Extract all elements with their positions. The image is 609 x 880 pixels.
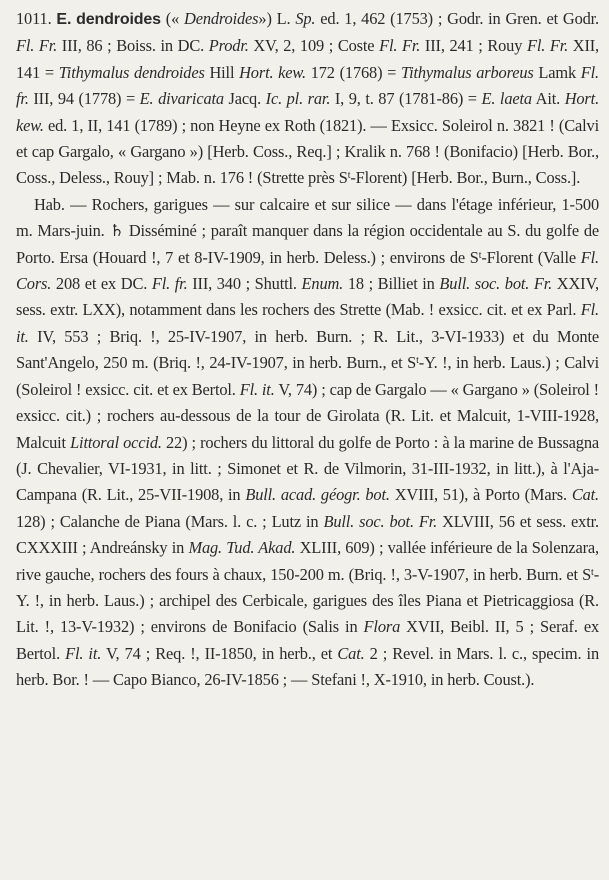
superscript-run: t [416, 355, 419, 367]
text-run: ed. 1, 462 (1753) ; Godr. in Gren. et Godr. [315, 9, 600, 28]
italic-citation: Tithymalus dendroides [58, 62, 205, 82]
text-run: Jacq. [223, 89, 266, 109]
text-run: XV, 2, 109 ; Coste [248, 36, 380, 56]
superscript-run: t [347, 170, 351, 182]
text-run: -Y. !, in herb. Laus.) ; archipel des Cerbicale, garigues des îles Piana et Pietricaggiosa (R. Lit. !, 13-V-1932) ; environs de Bonifacio (Salis in [16, 564, 599, 637]
habitat-text [16, 195, 599, 689]
text-run: ») L. [258, 9, 296, 28]
text-run: I, 9, t. 87 (1781-86) = [330, 89, 482, 109]
text-run: Ait. [531, 89, 565, 109]
italic-citation: Flora [363, 617, 401, 637]
italic-citation: Sp. [295, 9, 316, 28]
text-run: Hill [204, 62, 240, 82]
habitat-paragraph [16, 192, 599, 694]
text-run: XLIII, 609) ; vallée inférieure de la Solenzara, rive gauche, rochers des fours à chaux, 150-200 m. (Briq. !, 3-V-1907, in herb. Burn. et S [16, 538, 599, 584]
text-run: XII, 141 = [16, 36, 600, 82]
species-entry-synonymy [16, 6, 599, 192]
text-run: XVIII, 51), à Porto (Mars. [389, 485, 572, 505]
italic-citation: Tithymalus arboreus [401, 62, 534, 82]
text-run: III, 94 (1778) = [28, 89, 140, 109]
italic-citation: Fl. it. [16, 300, 599, 346]
text-run: 22) ; rochers du littoral du golfe de Porto : à la marine de Bussagna (J. Chevalier, VI-1931, in litt. ; Simonet et R. de Vilmorin, 31-III-1932, in litt.), à l'Aja-Campana (R. Lit., 25-VII-1908, in [16, 432, 599, 505]
italic-citation: Bull. soc. bot. Fr. [439, 274, 553, 294]
text-run: IV, 553 ; Briq. !, 25-IV-1907, in herb. Burn. ; R. Lit., 3-VI-1933) et du Monte Sant'Angelo, 250 m. (Briq. !, 24-IV-1907, in herb. Burn., et S [16, 326, 599, 373]
italic-citation: Hort. kew. [239, 62, 306, 82]
text-run: XVII, Beibl. II, 5 ; Seraf. ex Bertol. [16, 617, 599, 663]
text-run: V, 74 ; Req. !, II-1850, in herb., et [101, 643, 338, 663]
text-run: III, 340 ; Shuttl. [187, 274, 302, 294]
text-run: Hab. — Rochers, garigues — sur calcaire et sur silice — dans l'étage inférieur, 1-500 m. Mars-juin. ♄ Disséminé ; paraît manquer dans la région occidentale au S. du golfe de Porto. Ersa (Houard !, 7 et 8-IV-1909, in herb. Deless.) ; environs de S [16, 194, 599, 267]
italic-citation: E. divaricata [139, 89, 224, 109]
italic-citation: Bull. soc. bot. Fr. [323, 511, 438, 531]
italic-citation: Cat. [571, 485, 600, 505]
italic-citation: Hort. kew. [16, 89, 600, 135]
text-run: 128) ; Calanche de Piana (Mars. l. c. ; Lutz in [16, 511, 324, 531]
italic-citation: Dendroides [179, 9, 259, 28]
italic-citation: Prodr. [208, 36, 249, 56]
text-run: 208 et ex DC. [51, 274, 152, 294]
italic-citation: Cat. [337, 643, 365, 663]
italic-citation: Fl. Fr. [16, 36, 58, 56]
text-run: -Y. !, in herb. Laus.) ; Calvi (Soleirol ! exsicc. cit. et ex Bertol. [16, 353, 600, 399]
text-run: -Florent (Valle [481, 247, 581, 267]
italic-citation: Fl. it. [65, 643, 102, 663]
italic-citation: Fl. Fr. [379, 36, 421, 56]
text-run: ed. 1, II, 141 (1789) ; non Heyne ex Roth (1821). — Exsicc. Soleirol n. 3821 ! (Calvi et cap Gargalo, « Gargano ») [Herb. Coss., Req.] ; Kralik n. 768 ! (Bonifacio) [Herb. Bor., Coss., Deless., Rouy] ; Mab. n. 176 ! (Strette près S [16, 115, 599, 188]
italic-citation: Fl. Cors. [16, 247, 599, 294]
italic-citation: Bull. acad. géogr. bot. [245, 485, 390, 505]
text-run: (« [165, 9, 180, 28]
italic-citation: Fl. it. [239, 379, 275, 399]
entry-number: 1011. [16, 9, 52, 28]
superscript-run: t [478, 249, 482, 261]
synonymy-text [16, 9, 599, 187]
italic-citation: Littoral occid. [70, 432, 162, 452]
italic-citation: E. laeta [481, 89, 532, 109]
genus-abbreviation: E. [56, 11, 72, 28]
text-run: 172 (1768) = [305, 62, 402, 82]
text-run: 2 ; Revel. in Mars. l. c., specim. in herb. Bor. ! — Capo Bianco, 26-IV-1856 ; — Stefani !, X-1910, in herb. Coust.). [16, 643, 600, 690]
italic-citation: Ic. pl. rar. [265, 89, 331, 109]
text-run: -Florent) [Herb. Bor., Burn., Coss.]. [350, 168, 581, 188]
italic-citation: Fl. Fr. [526, 36, 569, 56]
text-run: V, 74) ; cap de Gargalo — « Gargano » (Soleirol ! exsicc. cit.) ; rochers au-dessous de la tour de Girolata (R. Lit. et Malcuit, 1-VIII-1928, Malcuit [16, 379, 599, 452]
species-name: dendroides [76, 11, 161, 28]
text-run: Lamk [533, 62, 581, 82]
italic-citation: Fl. fr. [151, 274, 188, 294]
text-run: 18 ; Billiet in [343, 274, 440, 294]
italic-citation: Fl. fr. [16, 62, 599, 109]
superscript-run: t [591, 566, 594, 578]
text-run: III, 241 ; Rouy [420, 36, 527, 56]
italic-citation: Enum. [301, 274, 344, 294]
italic-citation: Mag. Tud. Akad. [188, 538, 296, 558]
text-run: XXIV, sess. extr. LXX), notamment dans les rochers des Strette (Mab. ! exsicc. cit. et ex Parl. [16, 274, 599, 320]
text-run: XLVIII, 56 et sess. extr. CXXXIII ; Andreánsky in [16, 511, 599, 558]
text-run: III, 86 ; Boiss. in DC. [57, 36, 209, 56]
